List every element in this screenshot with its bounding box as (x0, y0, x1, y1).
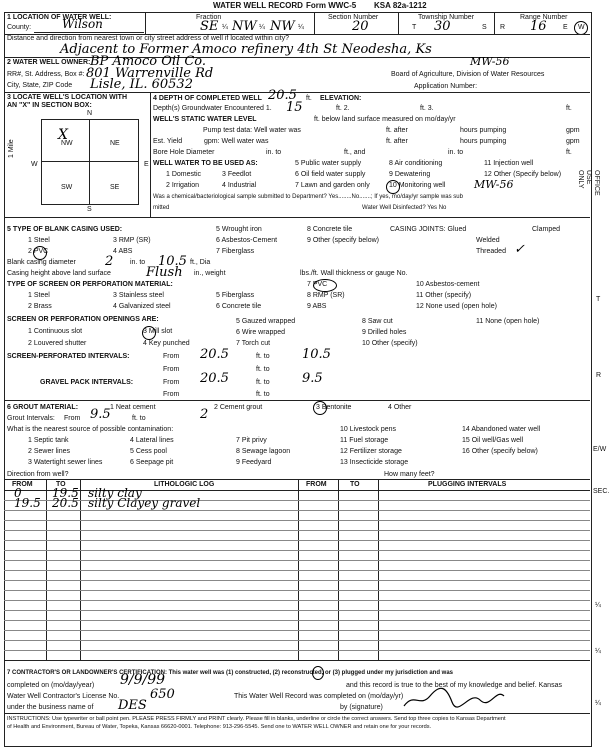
use-option[interactable]: 11 Injection well (484, 160, 534, 167)
to-label: ft. to (256, 379, 270, 386)
signature-label: by (signature) (340, 704, 383, 711)
gpm-label: gpm: Well water was (204, 138, 269, 145)
office-use-label: OFFICE USE ONLY (577, 170, 600, 196)
from-label: From (163, 391, 180, 398)
application-label: Application Number: (414, 83, 478, 90)
from-label: From (163, 366, 180, 373)
threaded-check[interactable]: ✓ (514, 242, 525, 257)
log-description[interactable]: silty Clayey gravel (88, 496, 201, 510)
direction-label: Direction from well? (7, 471, 69, 478)
side-r-label: R (596, 372, 602, 379)
height-value[interactable]: Flush (146, 265, 183, 280)
s7-label: 7 CONTRACTOR'S OR LANDOWNER'S CERTIFICATION: This water well was (1) constructed, (2) reconstructed, or (3) plugged under my jurisdiction and was (7, 670, 454, 676)
contam-option[interactable]: 5 Cess pool (130, 448, 167, 455)
in-to-label: in. to (448, 149, 464, 156)
circle-mark (574, 21, 588, 35)
ft-dia-label: ft., Dia (190, 259, 211, 266)
opening-option[interactable]: 2 Louvered shutter (28, 340, 87, 347)
ne-label: NE (110, 140, 120, 147)
after-label: ft. after (386, 138, 408, 145)
from-label: From (64, 415, 81, 422)
table-row-line (4, 570, 590, 571)
divider (314, 12, 315, 34)
col-header-to: TO (350, 481, 360, 488)
opening-option[interactable]: 1 Continuous slot (28, 328, 83, 335)
table-row-line (4, 630, 590, 631)
mile-label: 1 Mile (8, 139, 15, 158)
circle-mark (313, 279, 337, 292)
use-option[interactable]: 5 Public water supply (295, 160, 362, 167)
openings-label: SCREEN OR PERFORATION OPENINGS ARE: (7, 316, 159, 323)
opening-option[interactable]: 6 Wire wrapped (236, 329, 286, 336)
fraction-label: Fraction (196, 14, 222, 21)
clamped-label: Clamped (532, 226, 561, 233)
casing-option[interactable]: 9 Other (specify below) (307, 237, 379, 244)
lbs-label: lbs./ft. Wall thickness or gauge No. (300, 270, 408, 277)
contam-option[interactable]: 4 Lateral lines (130, 437, 174, 444)
log-description[interactable]: silty clay (88, 486, 142, 500)
table-row-line (4, 560, 590, 561)
west-label: W (31, 161, 38, 168)
log-to[interactable]: 20.5 (52, 496, 79, 510)
township-label: Township Number (418, 14, 475, 21)
use-option[interactable]: 8 Air conditioning (389, 160, 443, 167)
license-label: Water Well Contractor's License No. (7, 693, 120, 700)
static-label: WELL'S STATIC WATER LEVEL (153, 116, 257, 123)
contam-option[interactable]: 3 Watertight sewer lines (28, 459, 103, 466)
circle-mark (386, 180, 400, 194)
row-line (4, 400, 590, 401)
side-quarter-label: ¼ (595, 602, 601, 609)
s3-label: 3 LOCATE WELL'S LOCATION WITH (7, 94, 128, 101)
opening-option[interactable]: 10 Other (specify) (362, 340, 418, 347)
well-x-mark[interactable]: X (58, 127, 68, 143)
instructions: INSTRUCTIONS: Use typewriter or ball point pen. PLEASE PRESS FIRMLY and PRINT clearly. Please fill in blanks, underline or circle the correct answers. Send top three copies to Kansas Department (7, 716, 506, 722)
address-value[interactable]: 801 Warrenville Rd (86, 66, 214, 81)
address-label: RR#, St. Address, Box #: (7, 71, 85, 78)
quarter-mark: ¼ (222, 24, 228, 31)
divider (145, 12, 146, 34)
table-top (4, 479, 590, 480)
screen-option[interactable]: 8 RMP (SR) (307, 292, 345, 299)
chem-label: Was a chemical/bacteriological sample submitted to Department? Yes........No.......; If yes, mo/day/yr sample was sub (153, 194, 463, 200)
south-label: S (87, 206, 92, 213)
completed-date[interactable]: 9/9/99 (120, 672, 166, 688)
quarter-mark: ¼ (298, 24, 304, 31)
opening-option[interactable]: 3 Mill slot (143, 328, 173, 335)
license-value[interactable]: 650 (150, 687, 175, 702)
casing-option[interactable]: 3 RMP (SR) (113, 237, 151, 244)
circle-mark (142, 326, 156, 340)
use-label: WELL WATER TO BE USED AS: (153, 160, 258, 167)
log-from[interactable]: 19.5 (14, 496, 41, 510)
hours-label: hours pumping (460, 127, 507, 134)
screen-from[interactable]: 20.5 (200, 347, 229, 362)
threaded-label: Threaded (476, 248, 506, 255)
in-to-label: in. to (266, 149, 282, 156)
ksa-ref: KSA 82a-1212 (374, 1, 427, 10)
screen-option[interactable]: 6 Concrete tile (216, 303, 262, 310)
table-row-line (4, 650, 590, 651)
business-label: under the business name of (7, 704, 94, 711)
from-label: From (163, 353, 180, 360)
s2-label: 2 WATER WELL OWNER: (7, 59, 91, 66)
to-label: ft. to (132, 415, 146, 422)
section-label: Section Number (328, 14, 379, 21)
col-header-plugging: PLUGGING INTERVALS (428, 481, 507, 488)
contam-option[interactable]: 9 Feedyard (236, 459, 272, 466)
city-value[interactable]: Lisle, IL. 60532 (90, 77, 193, 92)
row-line (4, 660, 590, 661)
casing-option[interactable]: 8 Concrete tile (307, 226, 353, 233)
range-label: Range Number (520, 14, 568, 21)
ft-label: ft. (566, 105, 572, 112)
side-sec-label: SEC. (593, 488, 609, 495)
mitted-label: mitted (153, 205, 170, 211)
use-option[interactable]: 3 Feedlot (222, 171, 252, 178)
county-label: County: (7, 24, 32, 31)
dia-value[interactable]: 2 (105, 254, 114, 269)
fraction-1[interactable]: SE (200, 19, 219, 34)
contam-option[interactable]: 10 Livestock pens (340, 426, 397, 433)
divider (494, 12, 495, 34)
gravel-label: GRAVEL PACK INTERVALS: (40, 379, 134, 386)
county-line (34, 32, 144, 33)
opening-option[interactable]: 4 Key punched (143, 340, 190, 347)
nw-label: NW (61, 140, 73, 147)
to-label: ft. to (256, 353, 270, 360)
table-row-line (4, 620, 590, 621)
section-value[interactable]: 20 (352, 19, 369, 34)
grout-int-label: Grout Intervals: (7, 415, 55, 422)
screen-option[interactable]: 1 Steel (28, 292, 50, 299)
screen-option[interactable]: 4 Galvanized steel (113, 303, 171, 310)
opening-option[interactable]: 8 Saw cut (362, 318, 393, 325)
use-option[interactable]: 7 Lawn and garden only (295, 182, 370, 189)
row-line (4, 713, 590, 714)
welded-label: Welded (476, 237, 500, 244)
contam-option[interactable]: 8 Sewage lagoon (236, 448, 291, 455)
opening-option[interactable]: 9 Drilled holes (362, 329, 407, 336)
ft-label: ft. (306, 95, 312, 102)
log-from[interactable]: 0 (14, 486, 22, 500)
contam-option[interactable]: 11 Fuel storage (340, 437, 389, 444)
joints-label: CASING JOINTS: Glued (390, 226, 467, 233)
after-label: ft. after (386, 127, 408, 134)
screen-option[interactable]: 3 Stainless steel (113, 292, 164, 299)
county-value[interactable]: Wilson (62, 17, 103, 31)
use-option[interactable]: 12 Other (Specify below) (484, 171, 562, 178)
in-to-label: in. to (130, 259, 146, 266)
casing-option[interactable]: 5 Wrought iron (216, 226, 262, 233)
table-row-line (4, 530, 590, 531)
w-mark: W (578, 24, 585, 31)
grout-option[interactable]: 4 Other (388, 404, 412, 411)
ft-label: ft. 2. (336, 105, 350, 112)
col-header-to: TO (56, 481, 66, 488)
grout-to[interactable]: 2 (200, 407, 209, 422)
opening-option[interactable]: 5 Gauzed wrapped (236, 318, 296, 325)
range-value[interactable]: 16 (530, 19, 547, 34)
form-title: WATER WELL RECORD (213, 1, 303, 10)
side-ew-label: E/W (593, 446, 607, 453)
completed-label: completed on (mo/day/year) (7, 682, 95, 689)
screen-option[interactable]: 11 Other (specify) (416, 292, 472, 299)
instructions-2: of Health and Environment, Bureau of Water, Topeka, Kansas 66620-0001. Telephone: 913-296-5545. Send one to WATER WELL OWNER and retain one for your records. (7, 724, 432, 730)
distance-value[interactable]: Adjacent to Former Amoco refinery 4th St Neodesha, Ks (60, 42, 432, 57)
dia-to-value[interactable]: 10.5 (158, 254, 187, 269)
casing-option[interactable]: 4 ABS (113, 248, 133, 255)
screen-option[interactable]: 9 ABS (307, 303, 327, 310)
ft-and-label: ft., and (344, 149, 366, 156)
opening-option[interactable]: 7 Torch cut (236, 340, 271, 347)
grout-option[interactable]: 1 Neat cement (110, 404, 156, 411)
howmany-label: How many feet? (384, 471, 435, 478)
fraction-2[interactable]: NW (232, 19, 257, 34)
monitor-id[interactable]: MW-56 (474, 178, 514, 191)
table-row-line (4, 520, 590, 521)
table-row-line (4, 590, 590, 591)
casing-option[interactable]: 2 PVC (28, 248, 49, 255)
s6-label: 6 GROUT MATERIAL: (7, 404, 79, 411)
yield-label: Est. Yield (153, 138, 183, 145)
r-mark: R (500, 24, 506, 31)
table-row-line (4, 610, 590, 611)
grout-option[interactable]: 3 Bentonite (316, 404, 352, 411)
dia-label: Blank casing diameter (7, 259, 76, 266)
se-label: SE (110, 184, 120, 191)
well-id[interactable]: MW-56 (470, 55, 510, 68)
sw-label: SW (61, 184, 73, 191)
side-t-label: T (596, 296, 601, 303)
screen-to[interactable]: 10.5 (302, 347, 331, 362)
ft-label: ft. (566, 149, 572, 156)
col-header-from: FROM (306, 481, 327, 488)
use-option[interactable]: 6 Oil field water supply (295, 171, 366, 178)
contam-option[interactable]: 2 Sewer lines (28, 448, 71, 455)
contam-option[interactable]: 15 Oil well/Gas well (462, 437, 524, 444)
table-row-line (4, 580, 590, 581)
township-value[interactable]: 30 (434, 19, 451, 34)
log-to[interactable]: 19.5 (52, 486, 79, 500)
gpm-label: gpm (566, 127, 580, 134)
screen-option[interactable]: 5 Fiberglass (216, 292, 255, 299)
record-text: This Water Well Record was completed on (mo/day/yr) (234, 693, 404, 700)
use-option[interactable]: 2 Irrigation (166, 182, 200, 189)
screen-label: TYPE OF SCREEN OR PERFORATION MATERIAL: (7, 281, 173, 288)
table-row-line (4, 550, 590, 551)
divider (398, 12, 399, 34)
contam-option[interactable]: 7 Pit privy (236, 437, 267, 444)
gw-label: Depth(s) Groundwater Encountered 1. (153, 105, 272, 112)
contam-option[interactable]: 16 Other (specify below) (462, 448, 538, 455)
gw-value[interactable]: 15 (286, 100, 303, 115)
board-label: Board of Agriculture, Division of Water Resources (391, 71, 545, 78)
divider (150, 92, 151, 217)
table-row-line (4, 600, 590, 601)
distance-label: Distance and direction from nearest town or city street address of well if located within city? (7, 35, 290, 42)
row-line (4, 217, 590, 218)
section-grid (41, 161, 138, 162)
use-option[interactable]: 1 Domestic (166, 171, 202, 178)
use-option[interactable]: 10 Monitoring well (389, 182, 446, 189)
table-row-line (4, 640, 590, 641)
hours-label: hours pumping (460, 138, 507, 145)
bore-label: Bore Hole Diameter (153, 149, 215, 156)
s4-label: 4 DEPTH OF COMPLETED WELL (153, 95, 262, 102)
side-quarter-label: ¼ (595, 648, 601, 655)
business-value[interactable]: DES (118, 698, 147, 713)
use-option[interactable]: 9 Dewatering (389, 171, 431, 178)
table-row-line (4, 540, 590, 541)
casing-option[interactable]: 6 Asbestos-Cement (216, 237, 278, 244)
to-label: ft. to (256, 366, 270, 373)
grout-option[interactable]: 2 Cement grout (214, 404, 263, 411)
city-label: City, State, ZIP Code (7, 82, 73, 89)
col-header-from: FROM (12, 481, 33, 488)
e-mark: E (563, 24, 568, 31)
pump-label: Pump test data: Well water was (203, 127, 301, 134)
side-quarter-label: ¼ (595, 700, 601, 707)
casing-option[interactable]: 1 Steel (28, 237, 50, 244)
to-label: ft. to (256, 391, 270, 398)
screen-option[interactable]: 7 PVC (307, 281, 328, 288)
height-label: Casing height above land surface (7, 270, 111, 277)
section-box (41, 119, 139, 205)
interval-label: SCREEN-PERFORATED INTERVALS: (7, 353, 130, 360)
owner-name[interactable]: BP Amoco Oil Co. (90, 54, 206, 69)
disinfect-label: Water Well Disinfected? Yes No (362, 205, 447, 211)
t-mark: T (412, 24, 417, 31)
screen-option[interactable]: 10 Asbestos-cement (416, 281, 480, 288)
gravel-from[interactable]: 20.5 (200, 371, 229, 386)
elevation-label: ELEVATION: (320, 95, 362, 102)
circle-mark (33, 246, 47, 260)
signature (400, 682, 510, 712)
row-line (4, 92, 590, 93)
gpm-label: gpm (566, 138, 580, 145)
circle-mark (313, 401, 327, 415)
contam-option[interactable]: 13 Insecticide storage (340, 459, 409, 466)
screen-option[interactable]: 2 Brass (28, 303, 52, 310)
table-row-line (4, 510, 590, 511)
from-label: From (163, 379, 180, 386)
contam-label: What is the nearest source of possible contamination: (7, 426, 174, 433)
contam-option[interactable]: 6 Seepage pit (130, 459, 174, 466)
s3-label-2: AN "X" IN SECTION BOX: (7, 102, 92, 109)
screen-option[interactable]: 12 None used (open hole) (416, 303, 497, 310)
s-mark: S (482, 24, 487, 31)
east-label: E (144, 161, 149, 168)
contam-option[interactable]: 1 Septic tank (28, 437, 69, 444)
opening-option[interactable]: 11 None (open hole) (476, 318, 540, 325)
circle-mark (312, 666, 324, 680)
use-option[interactable]: 4 Industrial (222, 182, 257, 189)
static-rest: ft. below land surface measured on mo/day/yr (314, 116, 456, 123)
form-number: Form WWC-5 (306, 1, 357, 10)
quarter-mark: ¼ (259, 24, 265, 31)
north-label: N (87, 110, 93, 117)
contam-option[interactable]: 12 Fertilizer storage (340, 448, 402, 455)
casing-option[interactable]: 7 Fiberglass (216, 248, 255, 255)
gravel-to[interactable]: 9.5 (302, 371, 323, 386)
fraction-3[interactable]: NW (270, 19, 295, 34)
true-text: and this record is true to the best of my knowledge and belief. Kansas (346, 682, 562, 689)
grout-from[interactable]: 9.5 (90, 407, 111, 422)
ft-label: ft. 3. (420, 105, 434, 112)
col-header-lithology: LITHOLOGIC LOG (154, 481, 215, 488)
s5-label: 5 TYPE OF BLANK CASING USED: (7, 226, 123, 233)
depth-value[interactable]: 20.5 (268, 88, 297, 103)
s1-label: 1 LOCATION OF WATER WELL: (7, 14, 112, 21)
weight-label: in., weight (194, 270, 226, 277)
contam-option[interactable]: 14 Abandoned water well (462, 426, 541, 433)
